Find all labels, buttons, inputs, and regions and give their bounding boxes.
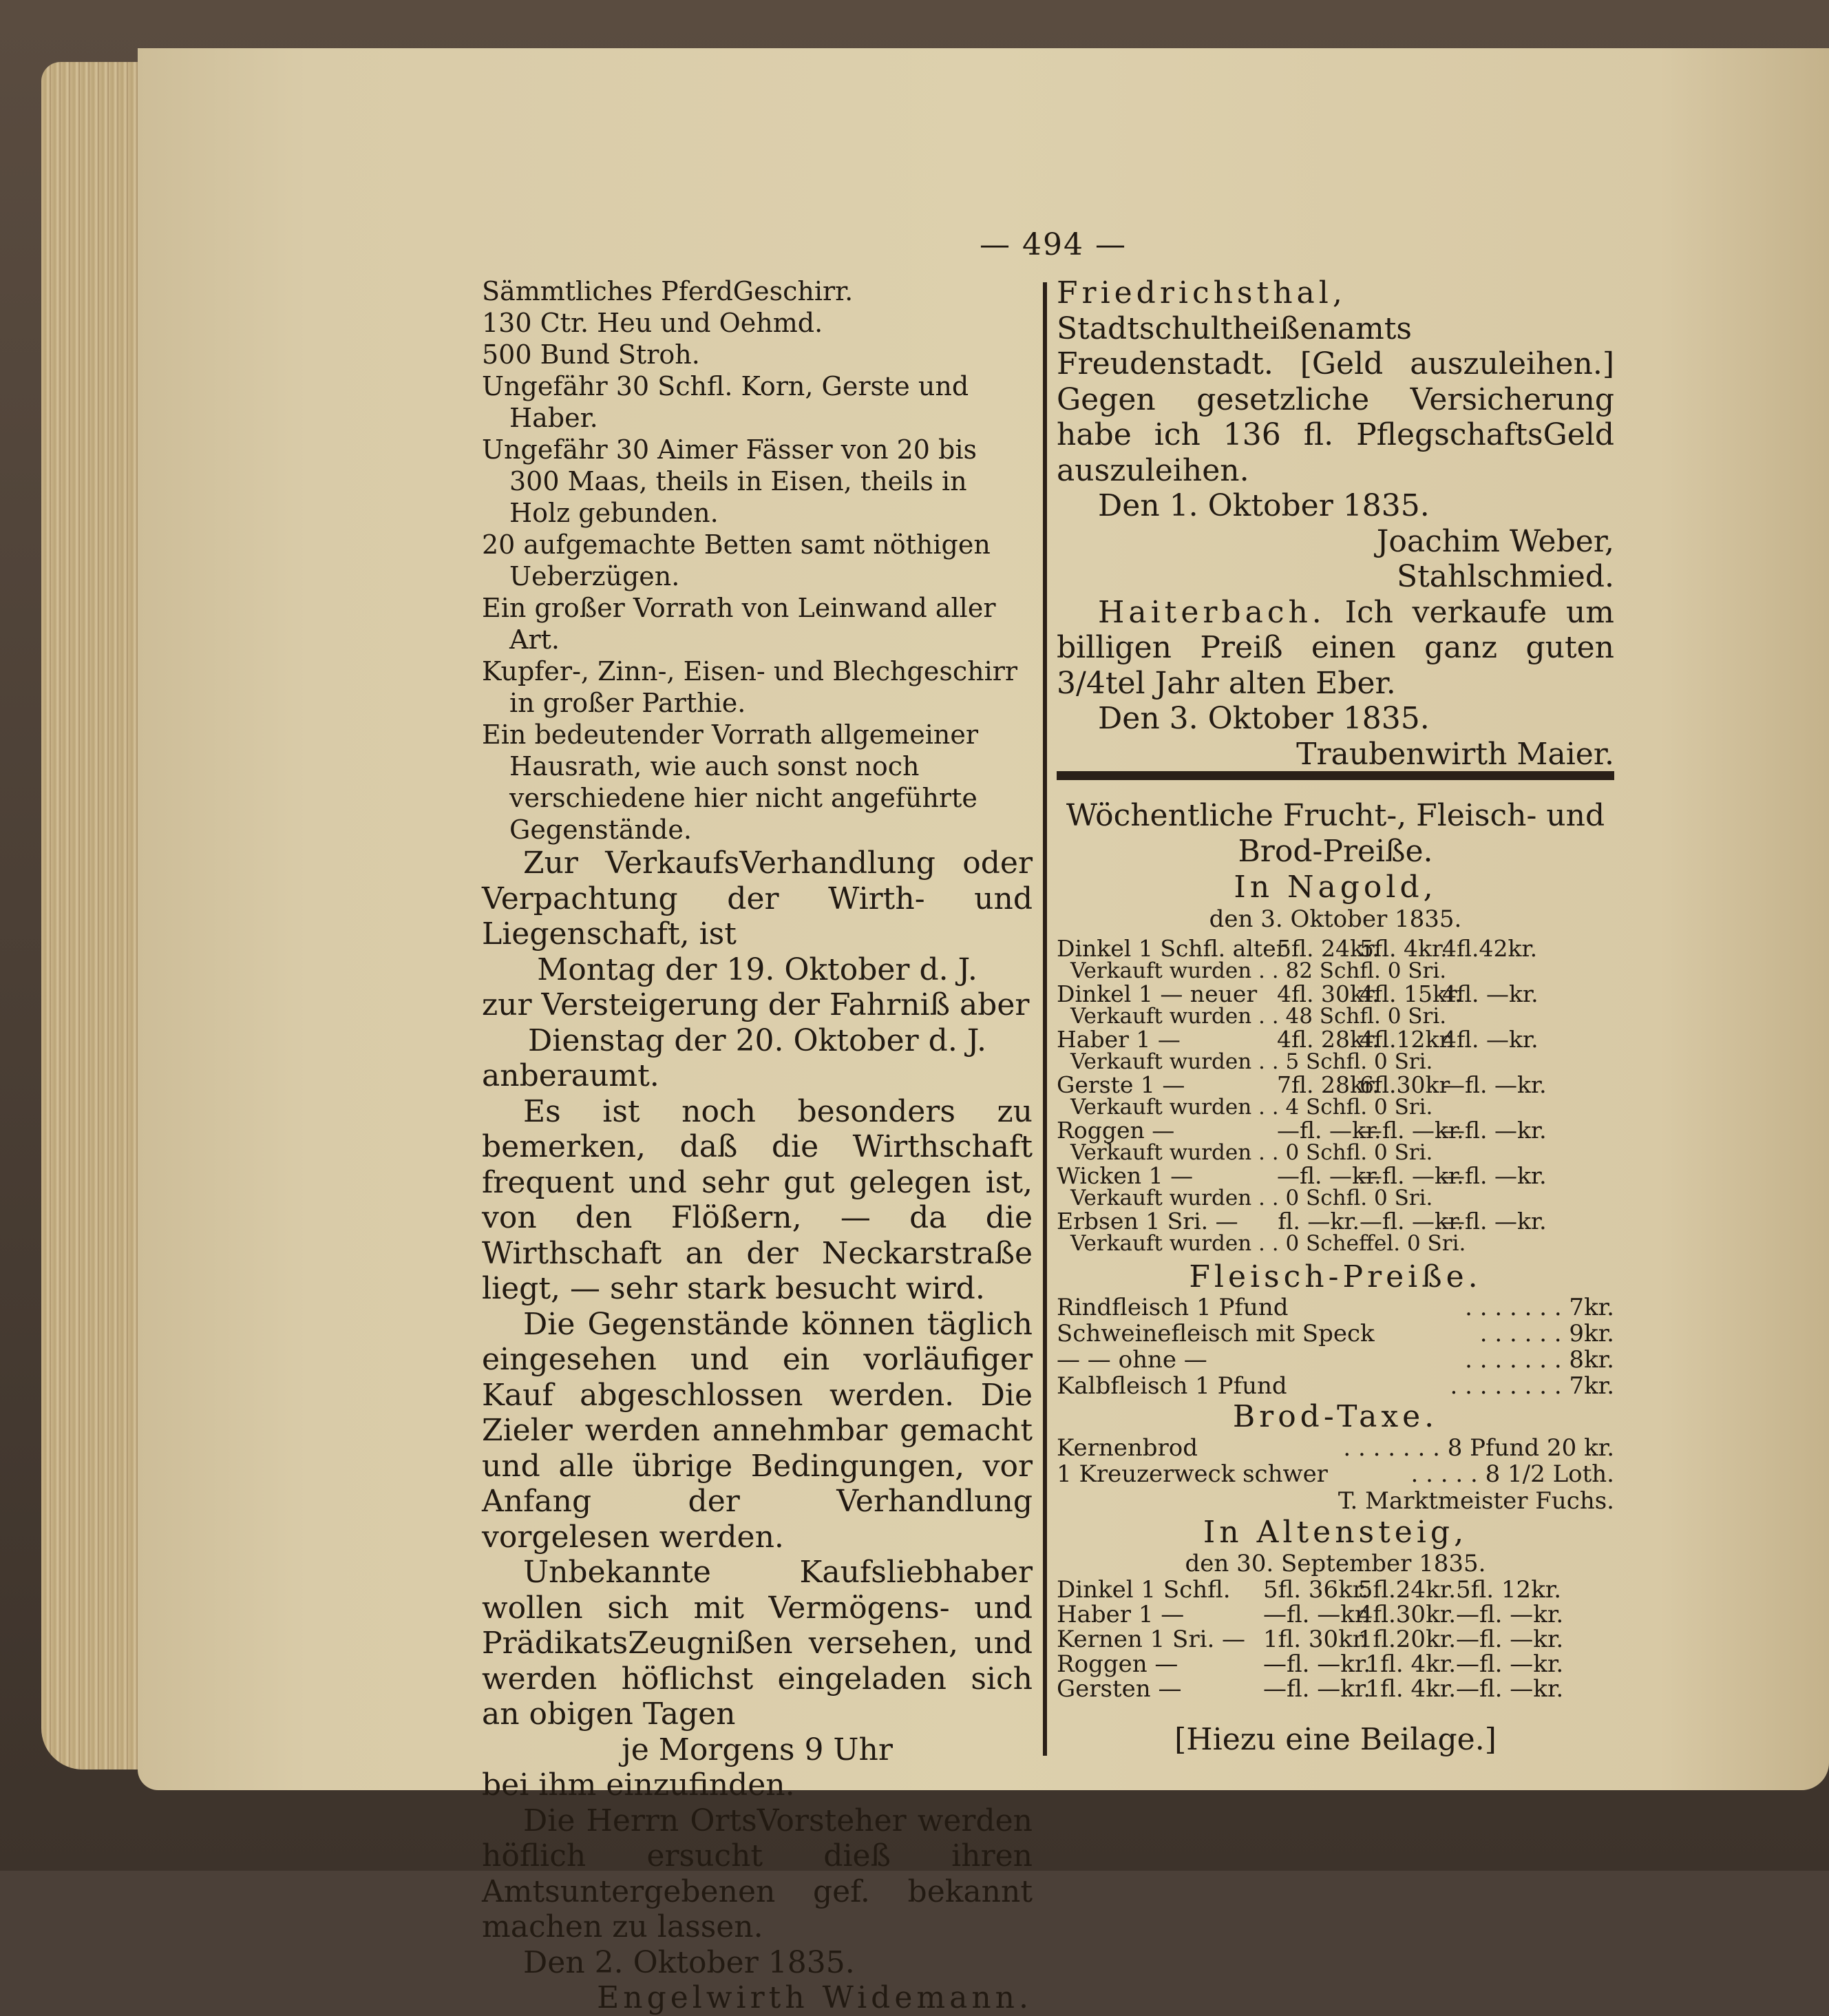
bread-title: Brod-Taxe.	[1232, 1399, 1439, 1434]
table-row	[1057, 1025, 1614, 1053]
grain-label: Roggen —	[1057, 1116, 1175, 1144]
price-high: 7fl. 28kr.	[1277, 1071, 1379, 1098]
price-high: —fl. —kr.	[1263, 1601, 1371, 1628]
price-low: 4fl.42kr.	[1442, 934, 1538, 962]
price-mid: 1fl. 4kr.	[1365, 1650, 1456, 1678]
sale-intro-paragraph: Zur VerkaufsVerhandlung oder Verpachtung der Wirth- und Liegenschaft, ist	[482, 846, 1033, 952]
price-low: 5fl. 12kr.	[1456, 1576, 1562, 1604]
price-low: —fl. —kr.	[1456, 1650, 1564, 1678]
meat-price: . . . . . . . 7kr.	[1465, 1294, 1614, 1321]
price-mid: 1fl. 4kr.	[1365, 1675, 1456, 1703]
table-row	[1057, 1602, 1614, 1627]
grain-label: Dinkel 1 — neuer	[1057, 980, 1258, 1007]
column-divider	[1043, 282, 1047, 1756]
viewing-paragraph: Die Gegenstände können täglich eingesehen und ein vorläufiger Kauf abgeschlossen werden. Die Zieler werden annehmbar gemacht und alle übrige Bedingungen, vor Anfang der Verhandlung vorgelesen werden.	[482, 1306, 1033, 1555]
price-mid: 5fl. 4kr.	[1360, 934, 1448, 962]
list-item	[1057, 1294, 1614, 1321]
auction-paragraph: zur Versteigerung der Fahrniß aber	[482, 987, 1030, 1022]
grain-label: Gerste 1 —	[1057, 1071, 1185, 1098]
list-item	[1057, 1321, 1614, 1347]
meat-price: . . . . . . . . 7kr.	[1450, 1372, 1614, 1400]
bread-signer: T. Marktmeister Fuchs.	[1338, 1487, 1614, 1515]
sold-row: Verkauft wurden . . 0 Schfl. 0 Sri.	[1070, 1140, 1433, 1165]
bread-label: Kernenbrod	[1057, 1434, 1198, 1462]
price-low: —fl. —kr.	[1442, 1116, 1547, 1144]
list-item	[1057, 1373, 1614, 1399]
nagold-title: In Nagold,	[1234, 870, 1437, 905]
table-row	[1057, 1577, 1614, 1602]
grain-label: Wicken 1 —	[1057, 1162, 1194, 1189]
prices-title: Wöchentliche Frucht-, Fleisch- und Brod-Preiße.	[1066, 798, 1605, 869]
list-item	[1057, 1435, 1614, 1461]
scheduled-line: anberaumt.	[482, 1058, 659, 1093]
sold-row: Verkauft wurden . . 5 Schfl. 0 Sri.	[1070, 1049, 1433, 1074]
grain-label: Kernen 1 Sri. —	[1057, 1626, 1246, 1653]
altensteig-date: den 30. September 1835.	[1185, 1550, 1486, 1577]
signature: Engelwirth Widemann.	[597, 1980, 1033, 2015]
price-low: —fl. —kr.	[1456, 1626, 1564, 1653]
price-mid: 4fl.12kr.	[1360, 1025, 1455, 1053]
inventory-list	[482, 275, 1033, 846]
grain-label: Erbsen 1 Sri. —	[1057, 1207, 1238, 1235]
price-low: —fl. —kr.	[1456, 1675, 1564, 1703]
note-paragraph: Es ist noch besonders zu bemerken, daß die Wirthschaft frequent und sehr gut gelegen ist, von den Flößern, — da die Wirthschaft an der Neckarstraße liegt, — sehr stark besucht wird.	[482, 1093, 1033, 1306]
notice-2-date: Den 3. Oktober 1835.	[1098, 701, 1430, 736]
price-mid: 6fl.30kr	[1360, 1071, 1450, 1098]
notice-1-place: Friedrichsthal,	[1057, 275, 1346, 311]
section-divider	[1057, 771, 1614, 780]
list-item	[1057, 1347, 1614, 1373]
table-row	[1057, 980, 1614, 1007]
price-high: —fl. —kr.	[1263, 1675, 1371, 1703]
notice-2-text: Ich verkaufe um billigen Preiß einen ganz guten 3/4tel Jahr alten Eber.	[1057, 594, 1614, 701]
meat-price-list	[1057, 1294, 1614, 1399]
price-mid: 4fl. 15kr.	[1360, 980, 1462, 1007]
right-column	[1057, 275, 1614, 1758]
price-high: —fl. —kr.	[1263, 1650, 1371, 1678]
table-row	[1057, 1652, 1614, 1677]
price-low: 4fl. —kr.	[1442, 980, 1539, 1007]
price-low: —fl. —kr.	[1442, 1162, 1547, 1189]
notice-1-date: Den 1. Oktober 1835.	[1098, 488, 1430, 523]
inventory-item: 20 aufgemachte Betten samt nöthigen Ueberzügen.	[482, 529, 991, 591]
sold-row: Verkauft wurden . . 82 Schfl. 0 Sri.	[1070, 958, 1447, 983]
buyers-paragraph: Unbekannte Kaufsliebhaber wollen sich mit Vermögens- und PrädikatsZeugnißen versehen, und werden höflichst eingeladen sich an obigen Tagen	[482, 1555, 1033, 1732]
price-high: —fl. —kr.	[1277, 1116, 1382, 1144]
inventory-item: 130 Ctr. Heu und Oehmd.	[482, 308, 823, 338]
price-low: —fl. —kr.	[1442, 1207, 1547, 1235]
meat-label: Kalbfleisch 1 Pfund	[1057, 1372, 1287, 1400]
table-row	[1057, 1164, 1614, 1187]
time-line: je Morgens 9 Uhr	[622, 1732, 893, 1767]
sold-row: Verkauft wurden . . 0 Scheffel. 0 Sri.	[1070, 1230, 1466, 1256]
inventory-item: Ungefähr 30 Aimer Fässer von 20 bis 300 Maas, theils in Eisen, theils in Holz gebunden.	[482, 434, 977, 528]
price-high: 5fl. 36kr.	[1263, 1576, 1369, 1604]
meat-label: Schweinefleisch mit Speck	[1057, 1320, 1375, 1347]
price-mid: —fl. —kr.	[1360, 1162, 1464, 1189]
notice-2-place: Haiterbach.	[1098, 594, 1326, 630]
page-number: — 494 —	[980, 227, 1127, 262]
meat-title: Fleisch-Preiße.	[1189, 1259, 1482, 1294]
meat-price: . . . . . . . 8kr.	[1465, 1346, 1614, 1374]
sold-row: Verkauft wurden . . 4 Schfl. 0 Sri.	[1070, 1094, 1433, 1120]
bread-value: . . . . . . . 8 Pfund 20 kr.	[1343, 1434, 1614, 1462]
sold-row: Verkauft wurden . . 0 Schfl. 0 Sri.	[1070, 1185, 1433, 1210]
supplement-note: [Hiezu eine Beilage.]	[1174, 1722, 1497, 1757]
meat-label: Rindfleisch 1 Pfund	[1057, 1294, 1289, 1321]
list-item	[1057, 1461, 1614, 1487]
bread-label: 1 Kreuzerweck schwer	[1057, 1460, 1328, 1488]
price-mid: 4fl.30kr.	[1357, 1601, 1456, 1628]
notice-1-text: Stadtschultheißenamts Freudenstadt. [Geld auszuleihen.] Gegen gesetzliche Versicherung habe ich 136 fl. PflegschaftsGeld auszuleihen.	[1057, 311, 1614, 488]
sold-row: Verkauft wurden . . 48 Schfl. 0 Sri.	[1070, 1003, 1447, 1029]
bread-price-list	[1057, 1435, 1614, 1487]
inventory-item: Ungefähr 30 Schfl. Korn, Gerste und Haber.	[482, 371, 969, 433]
table-row	[1057, 1627, 1614, 1652]
nagold-date: den 3. Oktober 1835.	[1209, 905, 1462, 933]
price-mid: —fl. —kr.	[1360, 1207, 1464, 1235]
notice-1-signer-title: Stahlschmied.	[1396, 559, 1614, 594]
price-low: —fl. —kr.	[1442, 1071, 1547, 1098]
table-row	[1057, 1116, 1614, 1144]
signing-date: Den 2. Oktober 1835.	[523, 1944, 855, 1980]
grain-label: Haber 1 —	[1057, 1025, 1181, 1053]
inventory-item: Ein bedeutender Vorrath allgemeiner Hausrath, wie auch sonst noch verschiedene hier nicht angeführte Gegenstände.	[482, 720, 979, 845]
grain-label: Dinkel 1 Schfl.	[1057, 1576, 1231, 1604]
inventory-item: Sämmtliches PferdGeschirr.	[482, 276, 854, 306]
second-date-line: Dienstag der 20. Oktober d. J.	[527, 1022, 987, 1058]
price-high: 5fl. 24kr.	[1277, 934, 1379, 962]
price-mid: 1fl.20kr.	[1357, 1626, 1456, 1653]
table-row	[1057, 1677, 1614, 1701]
bread-value: . . . . . 8 1/2 Loth.	[1410, 1460, 1614, 1488]
price-mid: —fl. —kr.	[1360, 1116, 1464, 1144]
notice-1-signer: Joachim Weber,	[1376, 523, 1614, 559]
price-mid: 5fl.24kr.	[1357, 1576, 1456, 1604]
grain-label: Haber 1 —	[1057, 1601, 1185, 1628]
notice-2-signer: Traubenwirth Maier.	[1296, 736, 1614, 772]
inventory-item: Ein großer Vorrath von Leinwand aller Art.	[482, 593, 996, 655]
meat-label: — — ohne —	[1057, 1346, 1207, 1374]
grain-label: Roggen —	[1057, 1650, 1178, 1678]
table-row	[1057, 934, 1614, 962]
meat-price: . . . . . . 9kr.	[1479, 1320, 1614, 1347]
officials-paragraph: Die Herrn OrtsVorsteher werden höflich ersucht dieß ihren Amtsuntergebenen gef. bekannt machen zu lassen.	[482, 1803, 1033, 1944]
price-low: —fl. —kr.	[1456, 1601, 1564, 1628]
price-high: —fl. —kr.	[1277, 1162, 1382, 1189]
altensteig-price-table	[1057, 1577, 1614, 1701]
table-row	[1057, 1207, 1614, 1235]
price-high: 4fl. 30kr.	[1277, 980, 1379, 1007]
price-high: 1fl. 30kr.	[1263, 1626, 1369, 1653]
altensteig-title: In Altensteig,	[1203, 1514, 1468, 1550]
inventory-item: 500 Bund Stroh.	[482, 339, 700, 370]
price-high: 4fl. 28kr.	[1277, 1025, 1379, 1053]
left-column	[482, 275, 1033, 2016]
inventory-item: Kupfer-, Zinn-, Eisen- und Blechgeschirr in großer Parthie.	[482, 656, 1018, 718]
first-date-line: Montag der 19. Oktober d. J.	[537, 952, 977, 987]
price-high: fl. —kr.	[1278, 1207, 1360, 1235]
nagold-price-table	[1057, 934, 1614, 1256]
grain-label: Gersten —	[1057, 1675, 1182, 1703]
grain-label: Dinkel 1 Schfl. alter	[1057, 934, 1287, 962]
price-low: 4fl. —kr.	[1442, 1025, 1539, 1053]
table-row	[1057, 1073, 1614, 1096]
present-line: bei ihm einzufinden.	[482, 1767, 795, 1803]
